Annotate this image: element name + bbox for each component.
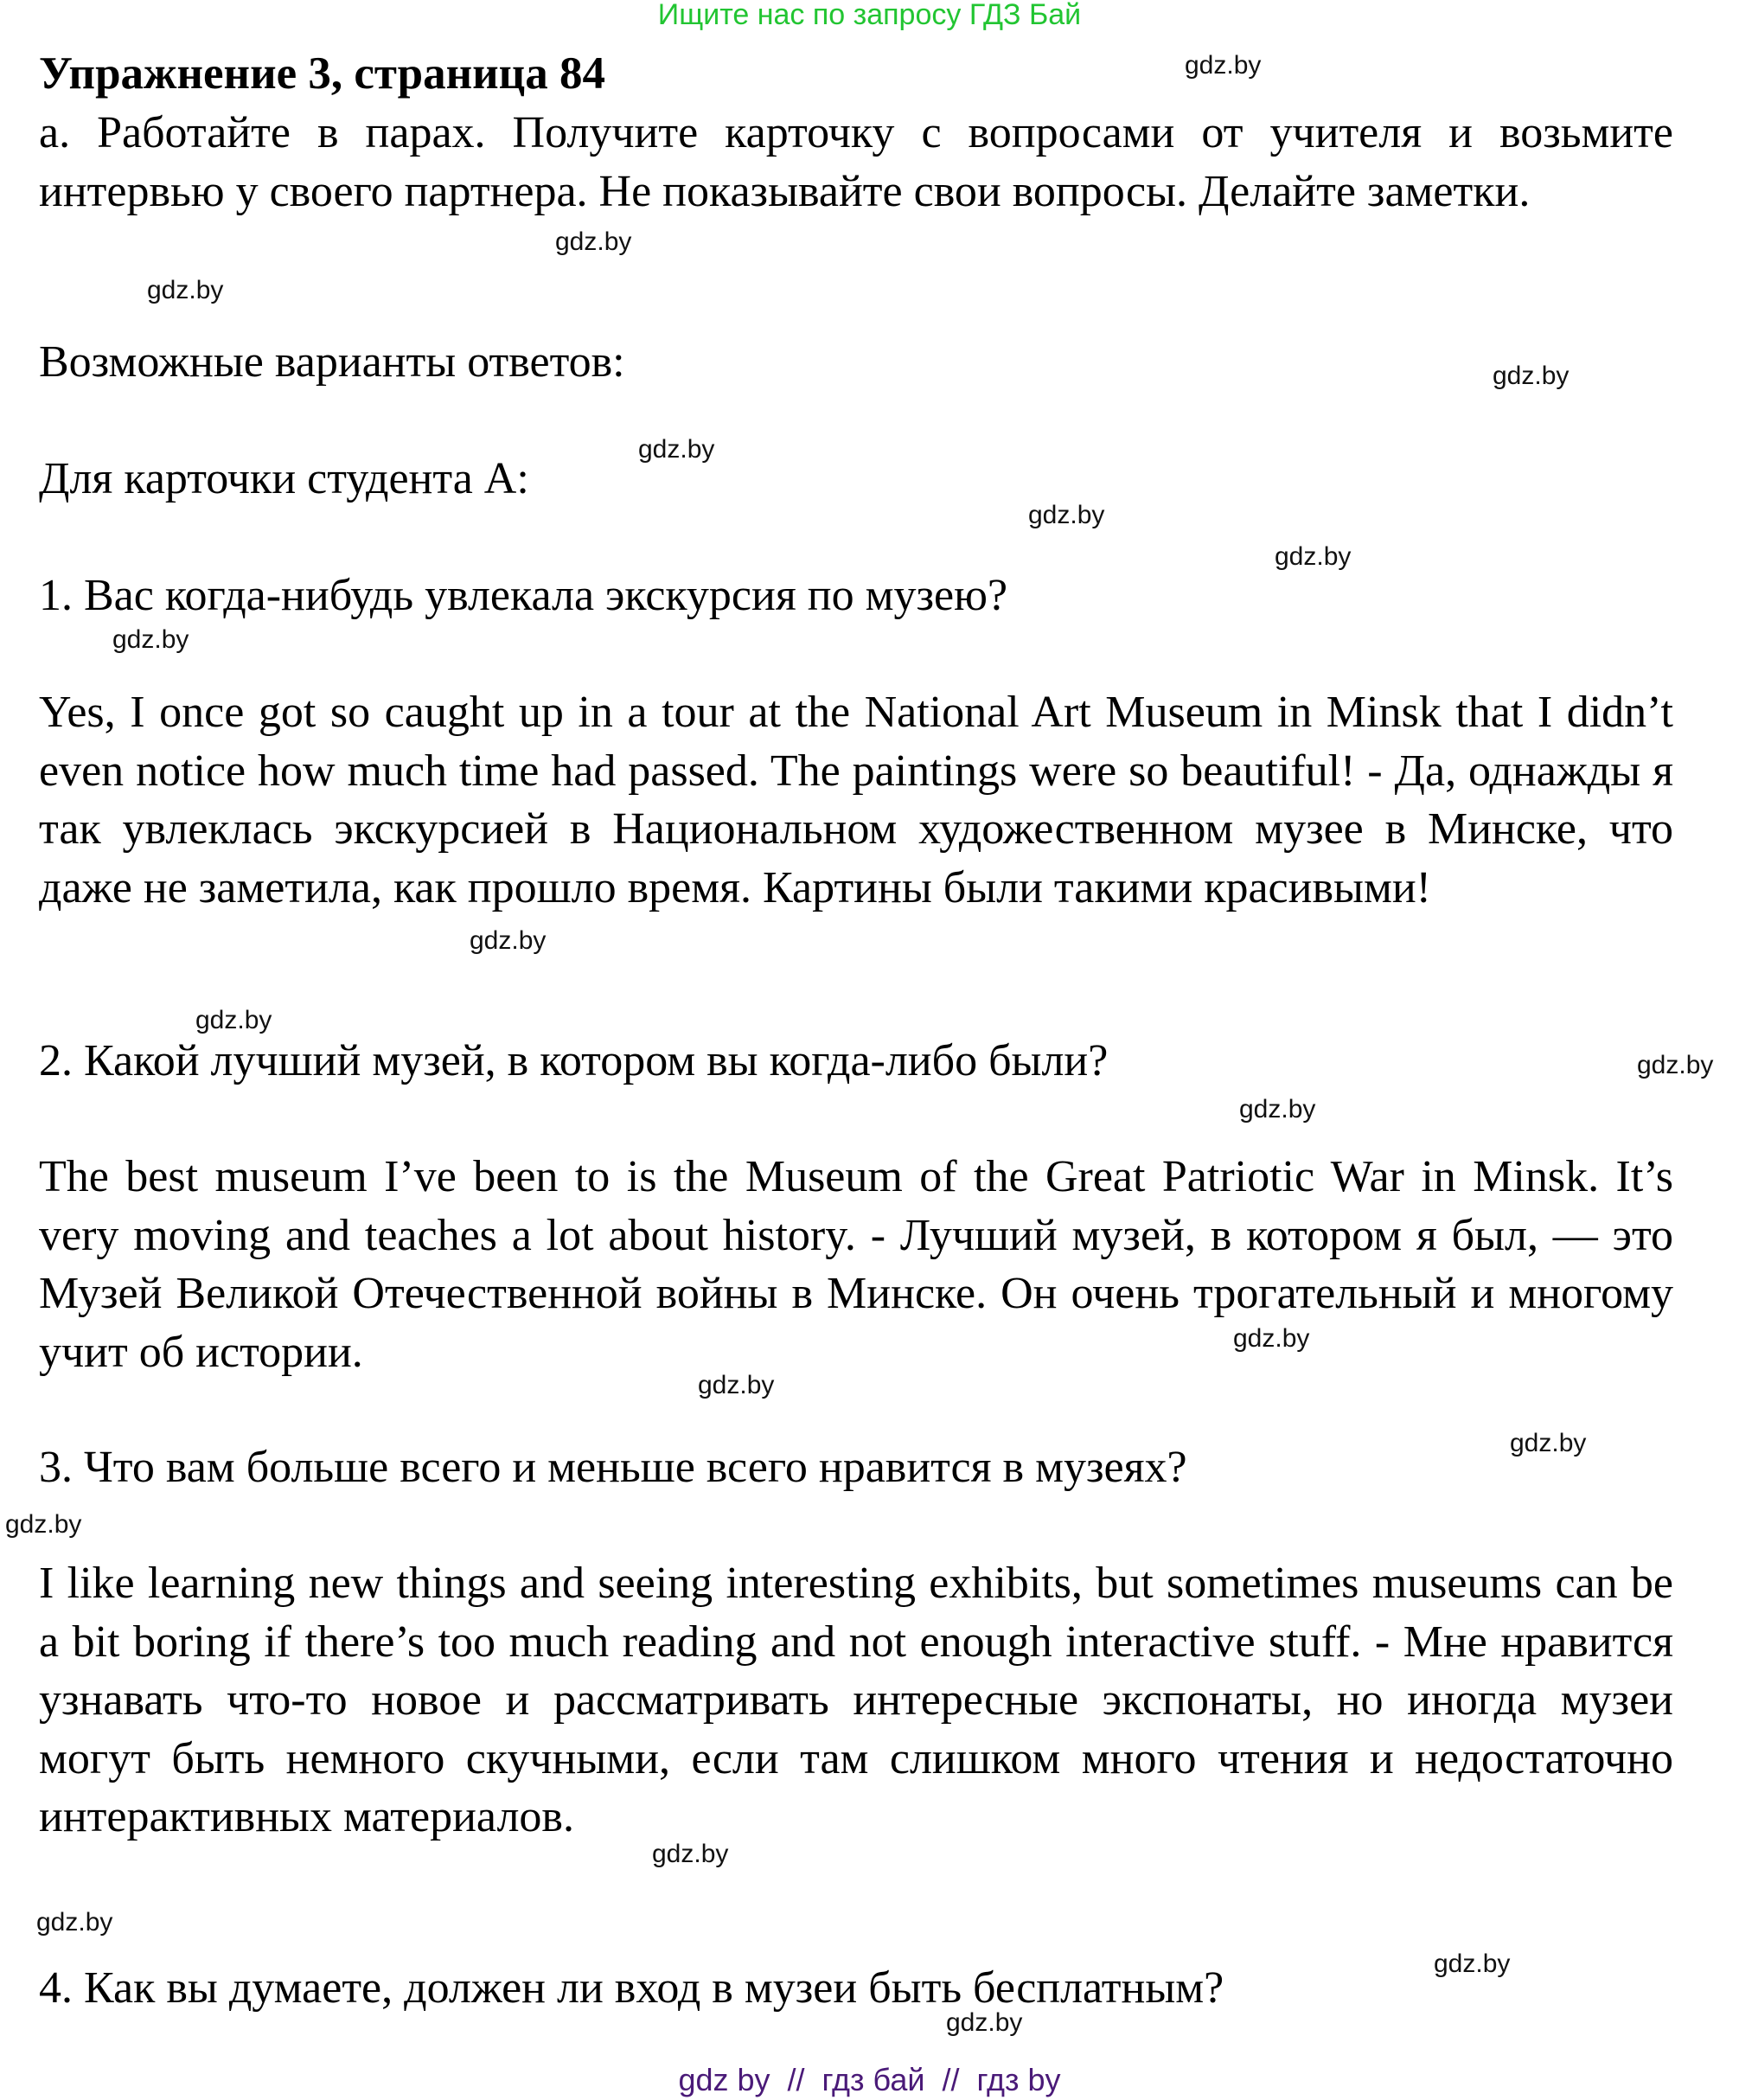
page-title: Упражнение 3, страница 84 — [39, 48, 605, 99]
footer-links[interactable]: gdz by // гдз бай // гдз by — [678, 2062, 1061, 2097]
search-banner: Ищите нас по запросу ГДЗ Бай — [657, 0, 1082, 31]
watermark: gdz.by — [5, 1510, 82, 1539]
watermark: gdz.by — [1028, 501, 1105, 529]
watermark: gdz.by — [36, 1908, 113, 1937]
watermark: gdz.by — [698, 1371, 775, 1399]
watermark: gdz.by — [638, 435, 715, 464]
watermark: gdz.by — [1233, 1324, 1310, 1353]
answers-heading: Возможные варианты ответов: — [39, 337, 625, 387]
watermark: gdz.by — [1493, 362, 1570, 390]
question-3: 3. Что вам больше всего и меньше всего нравится в музеях? — [39, 1443, 1187, 1492]
answer-2: The best museum I’ve been to is the Museum of the Great Patriotic War in Minsk. It’s very moving and teaches a lot about history. - Лучший музей, в котором я был, — это Музей Великой Отечественной войны в Минске. Он очень трогательный и многому учит об истории. — [39, 1152, 1673, 1377]
watermark: gdz.by — [1275, 542, 1352, 571]
question-2: 2. Какой лучший музей, в котором вы когда-либо были? — [39, 1036, 1109, 1085]
watermark: gdz.by — [470, 926, 547, 955]
watermark: gdz.by — [1185, 51, 1262, 80]
watermark: gdz.by — [1510, 1429, 1587, 1457]
question-4: 4. Как вы думаете, должен ли вход в музеи быть бесплатным? — [39, 1963, 1224, 2013]
watermark: gdz.by — [1239, 1095, 1316, 1124]
answer-3: I like learning new things and seeing interesting exhibits, but sometimes museums can be a bit boring if there’s too much reading and not enough interactive stuff. - Мне нравится узнавать что-то новое и рассматривать интересные экспонаты, но иногда музеи могут быть немного скучными, если там слишком много чтения и недостаточно интерактивных материалов. — [39, 1559, 1673, 1841]
watermark: gdz.by — [1434, 1950, 1511, 1978]
watermark: gdz.by — [1637, 1051, 1714, 1079]
watermark: gdz.by — [195, 1006, 272, 1034]
watermark: gdz.by — [112, 625, 189, 654]
watermark: gdz.by — [946, 2008, 1023, 2037]
watermark: gdz.by — [652, 1840, 729, 1868]
card-heading: Для карточки студента А: — [39, 454, 529, 503]
watermark: gdz.by — [555, 227, 632, 256]
exercise-instructions: а. Работайте в парах. Получите карточку с вопросами от учителя и возьмите интервью у своего партнера. Не показывайте свои вопросы. Делайте заметки. — [39, 108, 1673, 216]
watermark: gdz.by — [147, 276, 224, 304]
question-1: 1. Вас когда-нибудь увлекала экскурсия по музею? — [39, 571, 1008, 620]
answer-1: Yes, I once got so caught up in a tour at the National Art Museum in Minsk that I didn’t even notice how much time had passed. The paintings were so beautiful! - Да, однажды я так увлеклась экскурсией в Национальном художественном музее в Минске, что даже не заметила, как прошло время. Картины были такими красивыми! — [39, 688, 1673, 912]
